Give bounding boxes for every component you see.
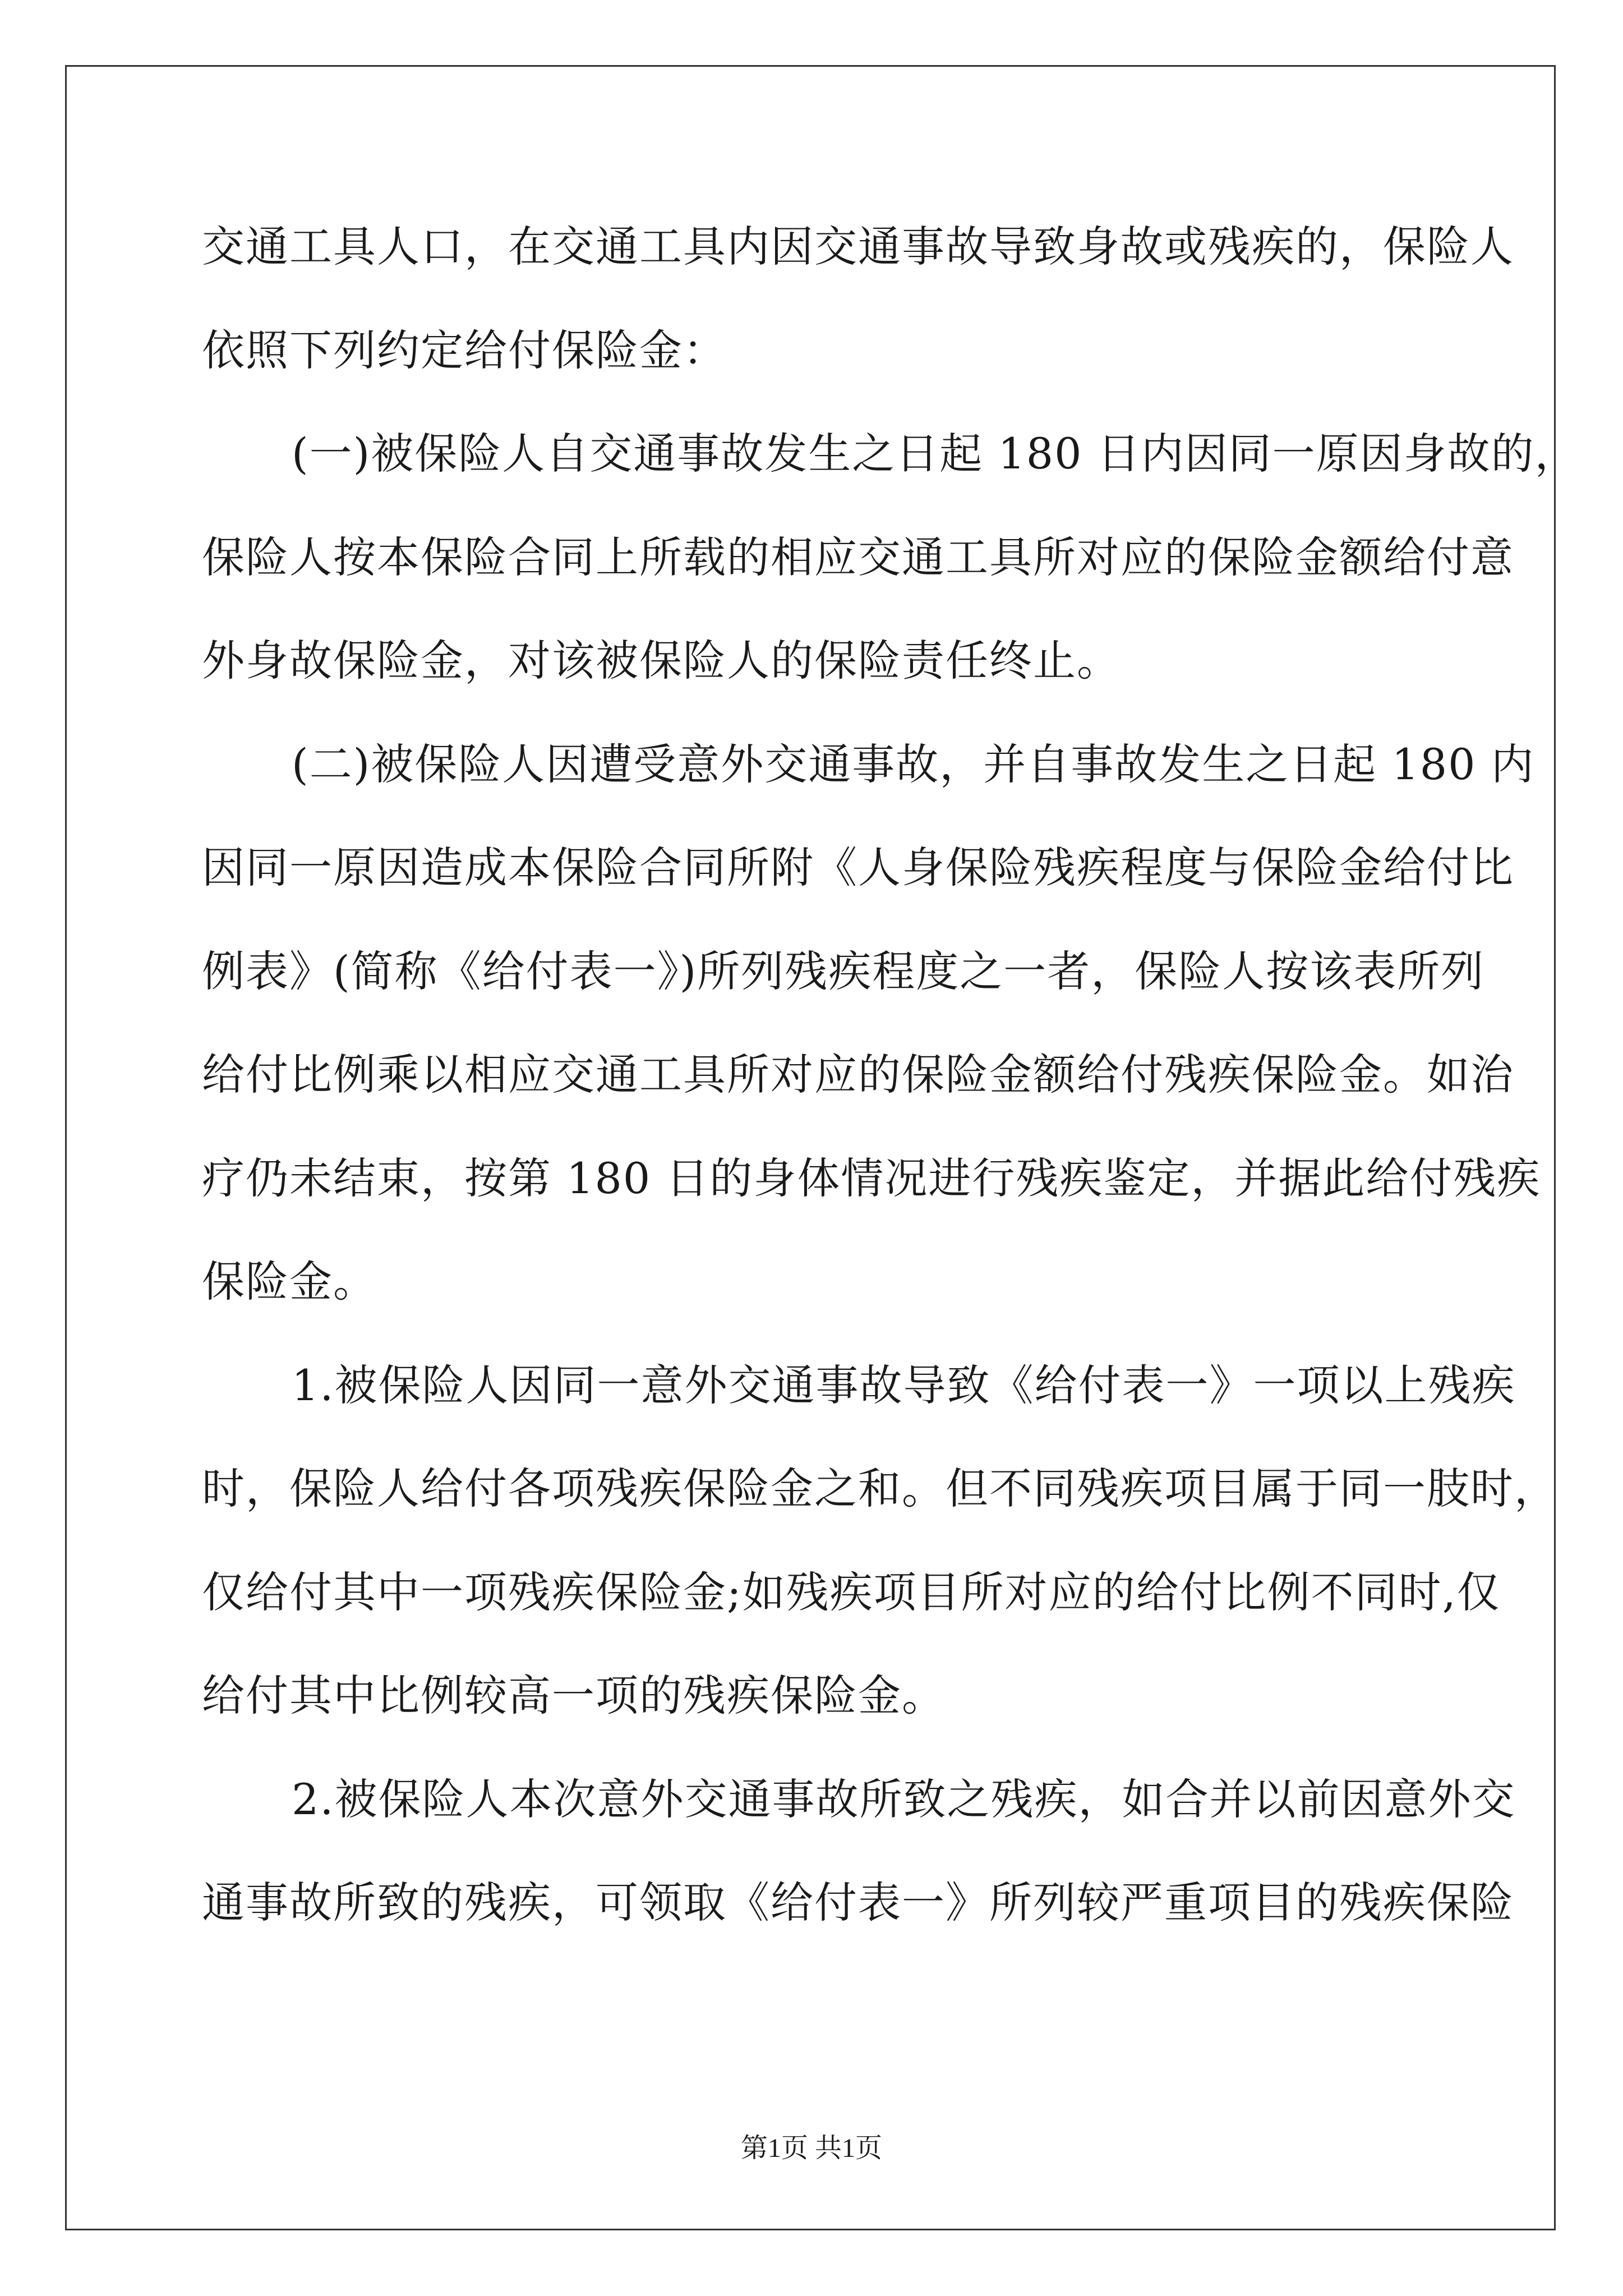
paragraph-first-line: (一)被保险人自交通事故发生之日起 180 日内因同一原因身故的， [292,429,1579,478]
paragraph-first-line: 2.被保险人本次意外交通事故所致之残疾，如合并以前因意外交 [292,1774,1516,1824]
text-line: 例表》(简称《给付表一》)所列残疾程度之一者，保险人按该表所列 [202,946,1485,996]
paragraph-first-line: (二)被保险人因遭受意外交通事故，并自事故发生之日起 180 内 [292,739,1535,789]
text-line: 疗仍未结束，按第 180 日的身体情况进行残疾鉴定，并据此给付残疾 [202,1153,1541,1203]
text-line: 时，保险人给付各项残疾保险金之和。但不同残疾项目属于同一肢时， [202,1464,1558,1513]
text-line: 依照下列约定给付保险金： [202,325,727,375]
text-line: 仅给付其中一项残疾保险金;如残疾项目所对应的给付比例不同时,仅 [202,1567,1501,1617]
text-line: 因同一原因造成本保险合同所附《人身保险残疾程度与保险金给付比 [202,843,1514,892]
text-line: 保险人按本保险合同上所载的相应交通工具所对应的保险金额给付意 [202,532,1514,582]
document-body [202,216,1579,1976]
text-line: 通事故所致的残疾，可领取《给付表一》所列较严重项目的残疾保险 [202,1878,1514,1927]
text-line: 交通工具人口，在交通工具内因交通事故导致身故或残疾的，保险人 [202,222,1514,272]
page-number-footer: 第1页 共1页 [740,2133,882,2163]
paragraph-first-line: 1.被保险人因同一意外交通事故导致《给付表一》一项以上残疾 [292,1360,1516,1410]
text-line: 外身故保险金，对该被保险人的保险责任终止。 [202,636,1121,685]
text-line: 给付比例乘以相应交通工具所对应的保险金额给付残疾保险金。如治 [202,1050,1514,1099]
text-line: 保险金。 [202,1257,377,1306]
text-line: 给付其中比例较高一项的残疾保险金。 [202,1671,946,1720]
